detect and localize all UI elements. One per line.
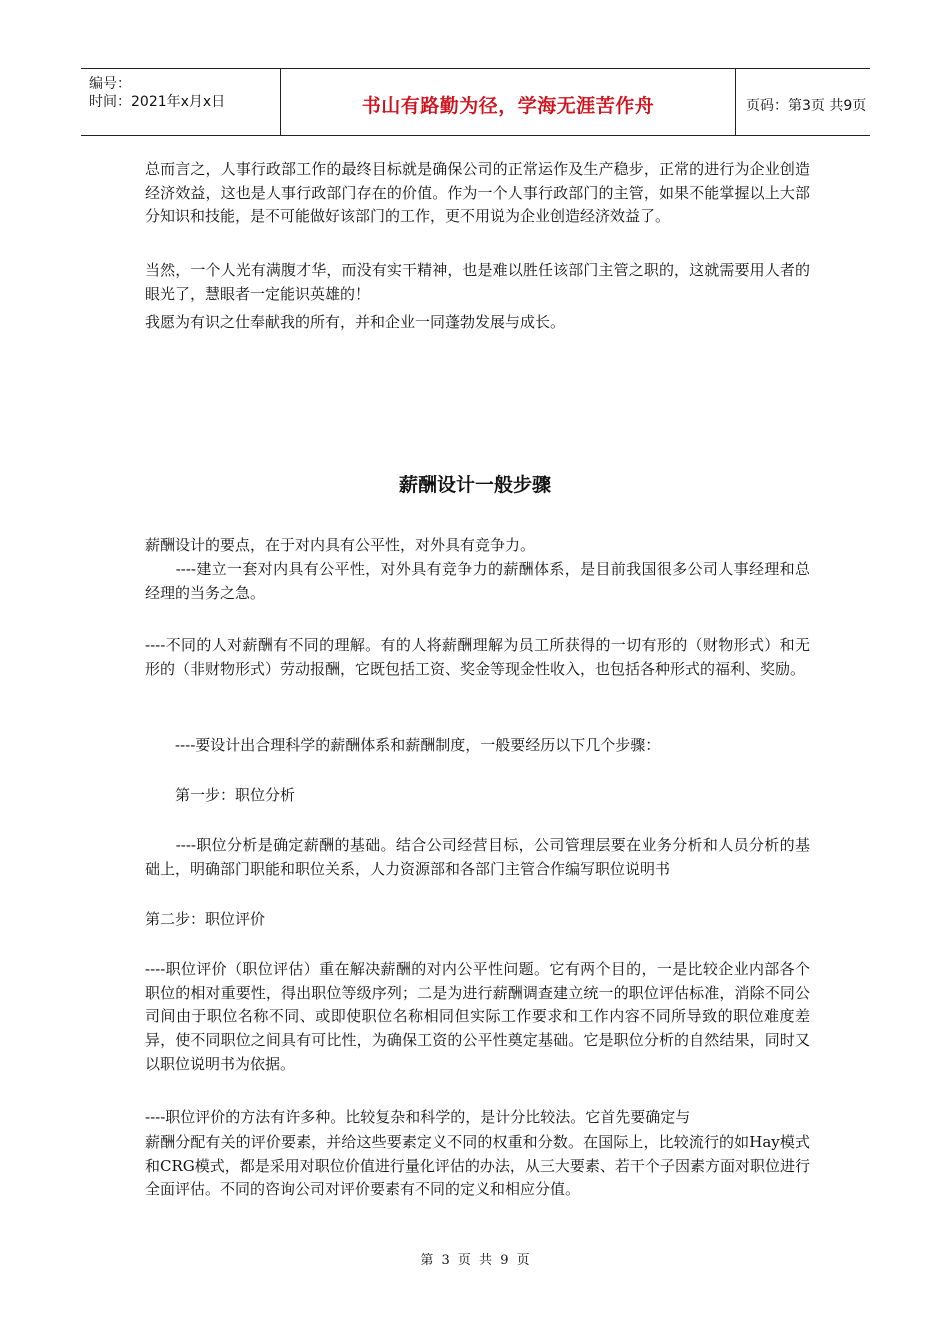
header-page-cell — [736, 69, 870, 135]
body-paragraph: ----建立一套对内具有公平性，对外具有竞争力的薪酬体系，是目前我国很多公司人事经理和总经理的当务之急。 — [145, 560, 810, 602]
body-paragraph: ----职位评价的方法有许多种。比较复杂和科学的，是计分比较法。它首先要确定与 — [145, 1108, 691, 1126]
document-number-label: 编号： — [89, 76, 131, 92]
section-title: 薪酬设计一般步骤 — [398, 474, 551, 496]
body-paragraph: ----职位评价（职位评估）重在解决薪酬的对内公平性问题。它有两个目的，一是比较企业内部各个职位的相对重要性，得出职位等级序列；二是为进行薪酬调查建立统一的职位评估标准，消除不同公司间由于职位名称不同、或即使职位名称相同但实际工作要求和工作内容不同所导致的职位难度差异，使不同职位之间具有可比性，为确保工资的公平性奠定基础。它是职位分析的自然结果，同时又以职位说明书为依据。 — [145, 960, 810, 1073]
header-motto-cell — [281, 69, 736, 135]
body-paragraph: ----要设计出合理科学的薪酬体系和薪酬制度，一般要经历以下几个步骤： — [145, 736, 661, 754]
page-footer: 第 3 页 共 9 页 — [420, 1253, 530, 1268]
header-page-info: 页码：第3页 共9页 — [746, 98, 867, 114]
step-heading: 第二步：职位评价 — [145, 910, 266, 928]
body-paragraph: ----职位分析是确定薪酬的基础。结合公司经营目标，公司管理层要在业务分析和人员分析的基础上，明确部门职能和职位关系，人力资源部和各部门主管合作编写职位说明书 — [145, 836, 810, 878]
intro-paragraph: 我愿为有识之仕奉献我的所有，并和企业一同蓬勃发展与成长。 — [145, 313, 566, 331]
intro-paragraph: 当然，一个人光有满腹才华，而没有实干精神，也是难以胜任该部门主管之职的，这就需要用人者的眼光了，慧眼者一定能识英雄的！ — [145, 261, 810, 303]
header-motto: 书山有路勤为径，学海无涯苦作舟 — [361, 95, 655, 117]
header-table — [81, 68, 870, 136]
step-heading: 第一步：职位分析 — [145, 786, 296, 804]
header-meta-cell — [81, 69, 281, 135]
intro-paragraph: 总而言之，人事行政部工作的最终目标就是确保公司的正常运作及生产稳步，正常的进行为企业创造经济效益，这也是人事行政部门存在的价值。作为一个人事行政部门的主管，如果不能掌握以上大部分知识和技能，是不可能做好该部门的工作，更不用说为企业创造经济效益了。 — [145, 160, 810, 226]
body-paragraph: 薪酬设计的要点，在于对内具有公平性，对外具有竞争力。 — [145, 536, 536, 554]
body-paragraph: 薪酬分配有关的评价要素，并给这些要素定义不同的权重和分数。在国际上，比较流行的如Hay模式和CRG模式，都是采用对职位价值进行量化评估的办法，从三大要素、若干个子因素方面对职位进行全面评估。不同的咨询公司对评价要素有不同的定义和相应分值。 — [145, 1133, 810, 1199]
body-paragraph: ----不同的人对薪酬有不同的理解。有的人将薪酬理解为员工所获得的一切有形的（财物形式）和无形的（非财物形式）劳动报酬，它既包括工资、奖金等现金性收入，也包括各种形式的福利、奖励。 — [145, 636, 810, 678]
document-time-label: 时间：2021年x月x日 — [89, 94, 226, 110]
